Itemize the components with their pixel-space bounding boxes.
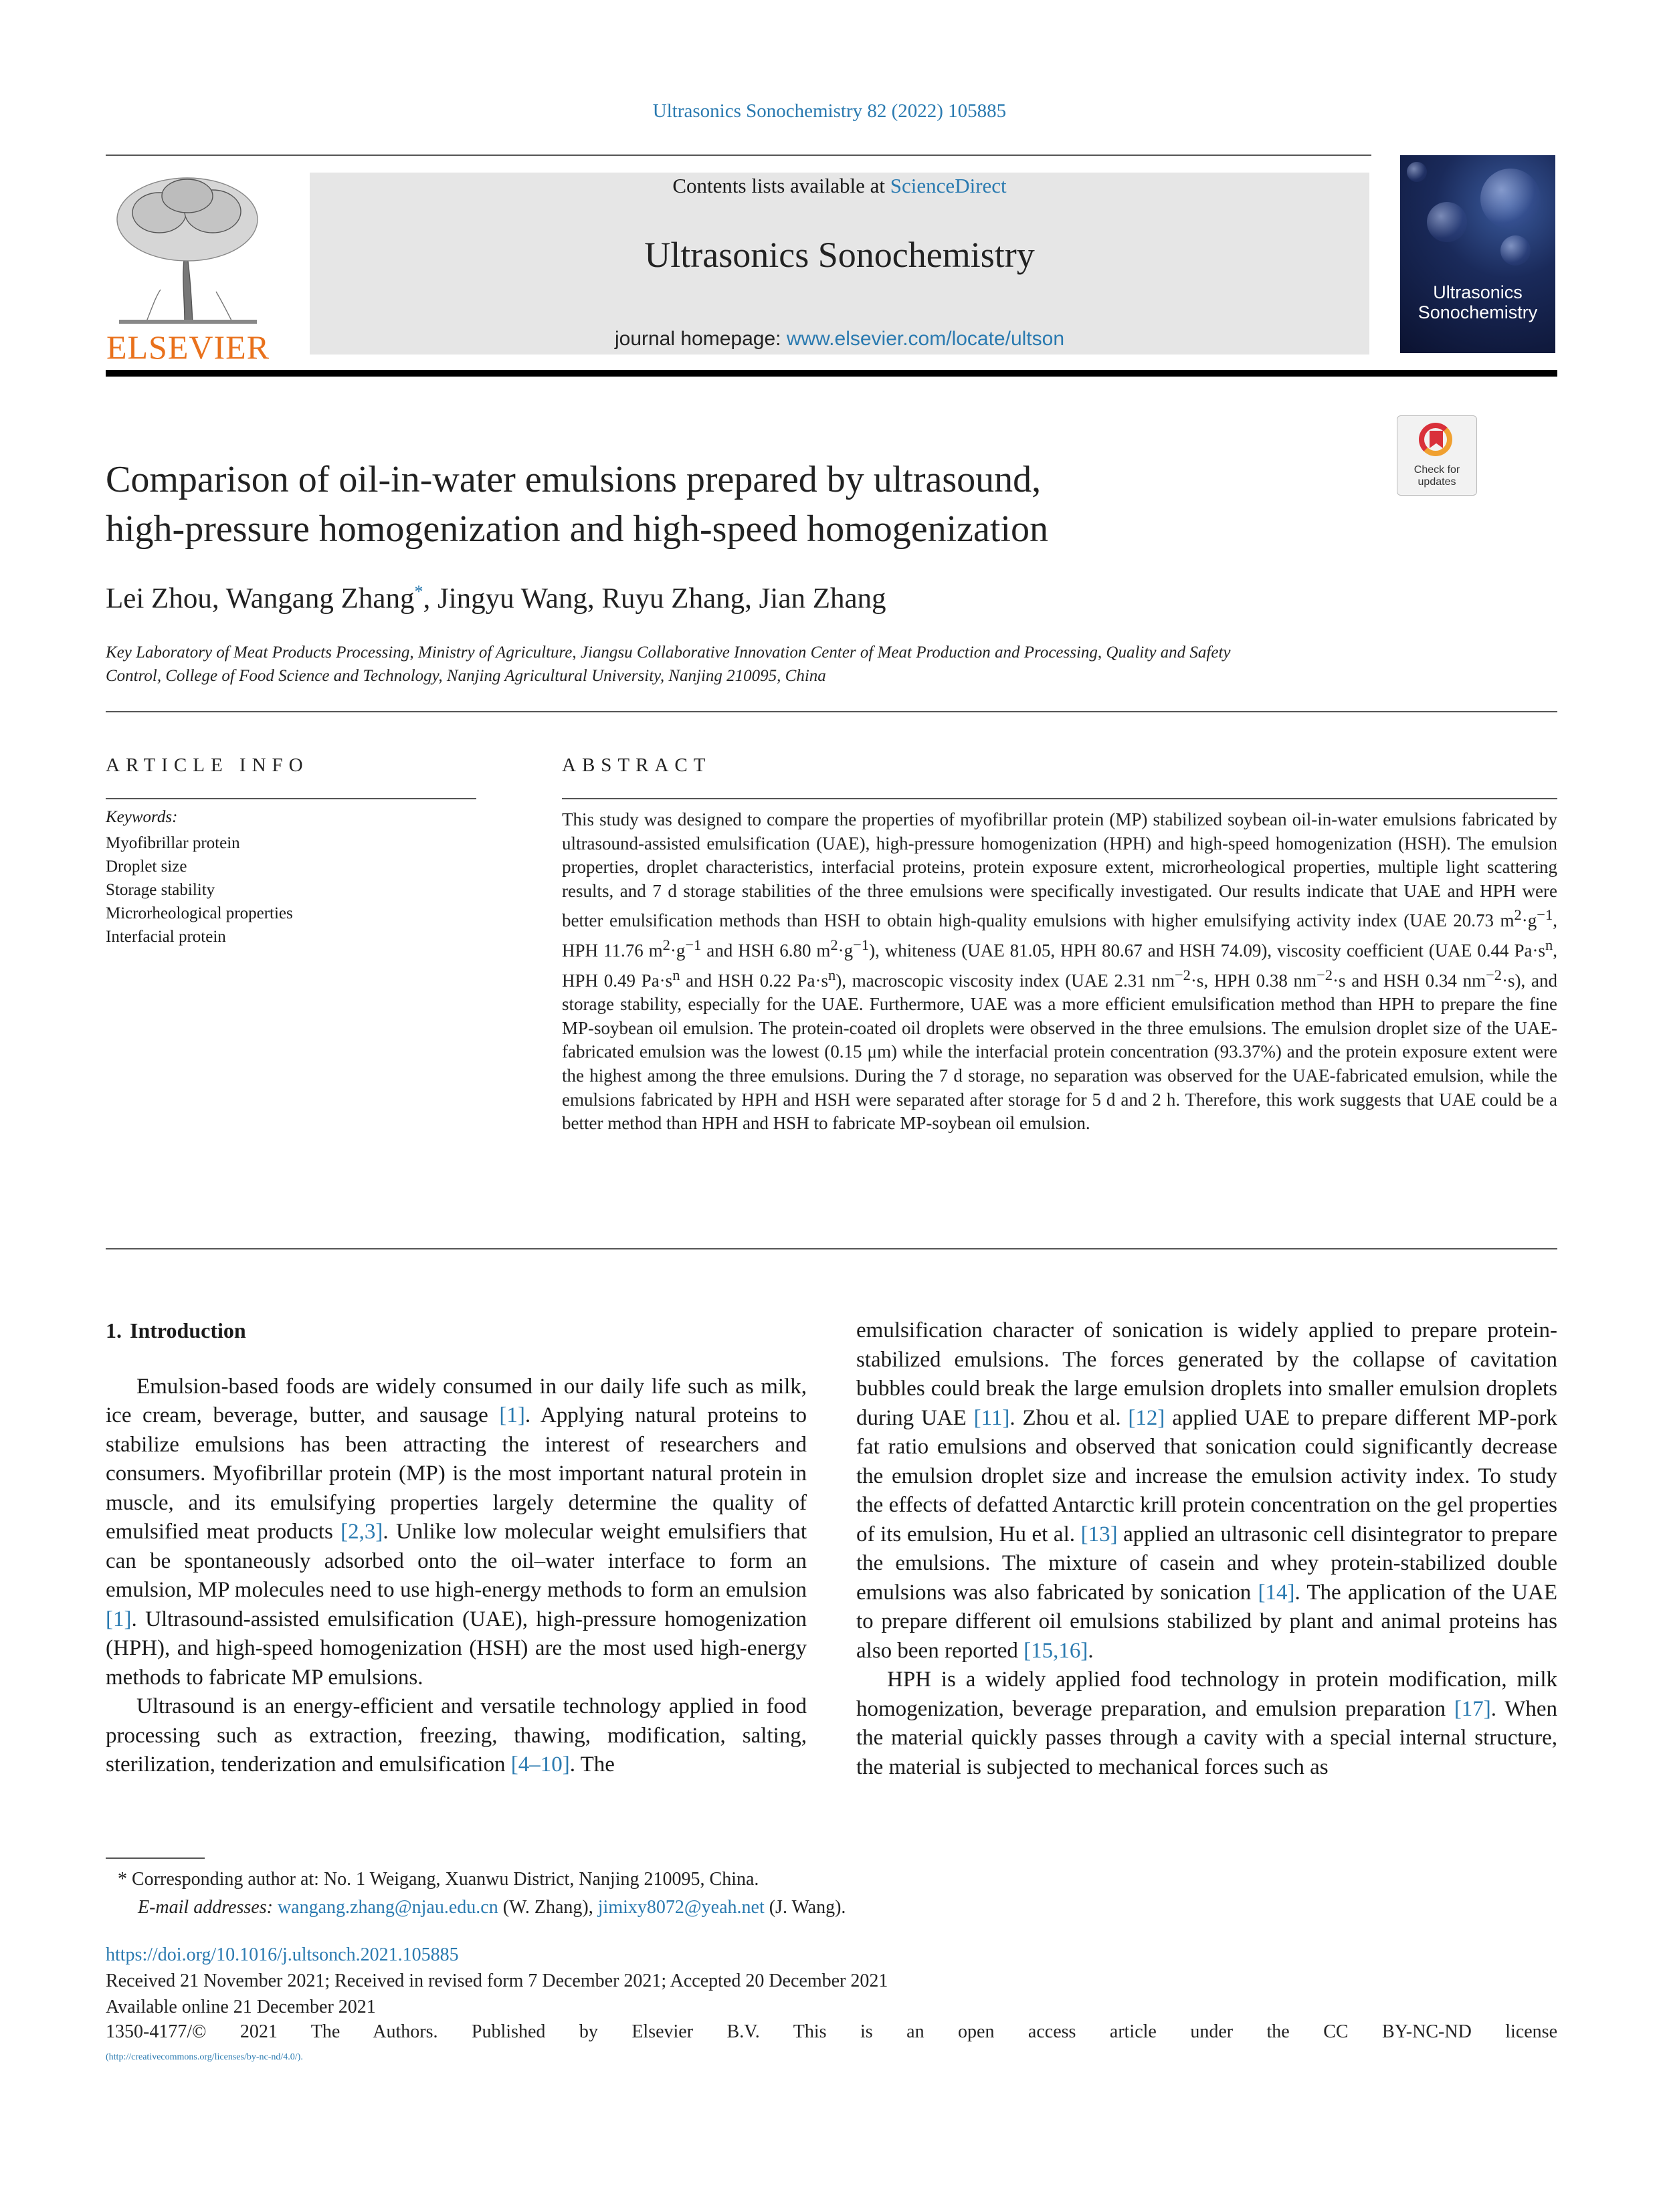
header-divider [106,155,1371,156]
citation-link[interactable]: [11] [973,1405,1010,1430]
cover-bubble [1480,169,1541,229]
keyword: Myofibrillar protein [106,834,240,852]
keywords-list [106,831,293,948]
journal-name: Ultrasonics Sonochemistry [644,235,1035,275]
contents-prefix: Contents lists available at [672,174,890,197]
check-for-updates-button[interactable] [1397,415,1477,496]
cover-bubble [1500,235,1531,266]
homepage-line [310,328,1369,350]
paragraph: emulsification character of sonication is widely applied to prepare protein-stabilized emulsions. The forces generated by the collapse of cavitation bubbles could break the large emulsion droplets into smaller emulsion droplets during UAE [11]. Zhou et al. [12] applied UAE to prepare different MP-pork fat ratio emulsions and observed that sonication could significantly decrease the emulsion droplet size and increase the emulsion activity index. To study the effects of defatted Antarctic krill protein concentration on the gel properties of its emulsion, Hu et al. [13] applied an ultrasonic cell disintegrator to prepare the emulsions. The mixture of casein and whey protein-stabilized double emulsions was also fabricated by sonication [14]. The application of the UAE to prepare different oil emulsions stabilized by plant and animal proteins has also been reported [15,16]. [856,1318,1557,1663]
divider [106,1248,1557,1249]
received-dates: Received 21 November 2021; Received in revised form 7 December 2021; Accepted 20 December 2021 [106,1971,888,1991]
corresponding-author-footnote: * Corresponding author at: No. 1 Weigang, Xuanwu District, Nanjing 210095, China. [118,1869,759,1890]
paragraph: Ultrasound is an energy-efficient and versatile technology applied in food processing such as extraction, freezing, thawing, modification, salting, sterilization, tenderization and emulsification [4–10]. The [106,1694,807,1777]
citation-link[interactable]: [15,16] [1023,1638,1088,1663]
cover-title: Ultrasonics Sonochemistry [1418,282,1538,322]
email-link[interactable]: wangang.zhang@njau.edu.cn [277,1897,498,1918]
article-title: Comparison of oil-in-water emulsions prepared by ultrasound, high-pressure homogenization and high-speed homogenization [106,459,1048,550]
keyword: Interfacial protein [106,928,226,946]
body-column-right [856,1316,1557,1782]
cover-bubble [1407,162,1427,182]
elsevier-tree-icon [106,173,270,326]
paragraph: HPH is a widely applied food technology in protein modification, milk homogenization, beverage preparation, and emulsion preparation [17]. When the material quickly passes through a cavity with a special internal structure, the material is subjected to mechanical forces such as [856,1668,1557,1779]
citation-link[interactable]: [13] [1080,1522,1118,1546]
header-thick-divider [106,370,1557,377]
divider [562,798,1557,799]
email-footnote: E-mail addresses: wangang.zhang@njau.edu.cn (W. Zhang), jimixy8072@yeah.net (J. Wang). [138,1897,846,1918]
footnote-divider [106,1857,205,1859]
body-column-left [106,1316,807,1780]
keyword: Storage stability [106,881,215,899]
author-name[interactable]: Wangang Zhang [225,583,415,615]
journal-homepage-link[interactable]: www.elsevier.com/locate/ultson [786,328,1065,350]
email-link[interactable]: jimixy8072@yeah.net [597,1897,765,1918]
abstract-text: This study was designed to compare the properties of myofibrillar protein (MP) stabilized soybean oil-in-water emulsions fabricated by ultrasound-assisted emulsification (UAE), high-pressure homogenization (HPH) and high-speed homogenization (HSH). The emulsion properties, droplet characteristics, interfacial proteins, protein exposure extent, microrheological properties, multiple light scattering results, and 7 d storage stabilities of the three emulsions were specifically investigated. Our results indicate that UAE and HPH were better emulsification methods than HSH to obtain high-quality emulsions with higher emulsifying activity index (UAE 20.73 $m^2\cdot g^{-1}$, HPH 11.76 $m^2\cdot g^{-1}$ and HSH 6.80 $m^2\cdot g^{-1}$), whiteness (UAE 81.05, HPH 80.67 and HSH 74.09), viscosity coefficient (UAE 0.44 $Pa\cdot s^n$, HPH 0.49 $Pa\cdot s^n$ and HSH 0.22 $Pa\cdot s^n$), macroscopic viscosity index (UAE 2.31 $nm^{-2}\cdot s$, HPH 0.38 $nm^{-2}\cdot s$ and HSH 0.34 $nm^{-2}\cdot s$), and storage stability, especially for the UAE. Furthermore, UAE was a more efficient emulsification method than HPH to prepare the fine MP-soybean oil emulsion. The protein-coated oil droplets were observed in the three emulsions. The emulsion droplet size of the UAE-fabricated emulsion was the lowest (0.15 μm) while the interfacial protein concentration (93.37%) and the protein exposure extent were the highest among the three emulsions. During the 7 d storage, no separation was observed for the UAE-fabricated emulsion, while the emulsions fabricated by HPH and HSH were separated after storage for 5 d and 2 h. Therefore, this work suggests that UAE could be a better method than HPH and HSH to fabricate MP-soybean oil emulsion. [562,809,1558,1134]
author-name[interactable]: Jian Zhang [759,583,886,615]
publisher-logo-text: ELSEVIER [106,328,270,366]
doi-link[interactable]: https://doi.org/10.1016/j.ultsonch.2021.105885 [106,1944,459,1965]
homepage-prefix: journal homepage: [614,328,787,350]
author-name[interactable]: Lei Zhou [106,583,212,615]
author-list: Lei Zhou, Wangang Zhang*, Jingyu Wang, Ruyu Zhang, Jian Zhang [106,582,886,615]
email-label: E-mail addresses: [138,1897,278,1918]
citation-link[interactable]: [4–10] [510,1752,570,1777]
affiliation: Key Laboratory of Meat Products Processing, Ministry of Agriculture, Jiangsu Collaborative Innovation Center of Meat Production and Processing, Quality and Safety Control, College of Food Science and Technology, Nanjing Agricultural University, Nanjing 210095, China [106,643,1231,685]
citation-link[interactable]: [14] [1258,1580,1295,1605]
masthead [310,173,1369,355]
corresponding-author-mark[interactable]: * [414,582,423,601]
sciencedirect-link[interactable]: ScienceDirect [890,174,1007,197]
check-updates-label: Check for updates [1413,464,1460,488]
journal-cover[interactable] [1400,155,1555,353]
license-link[interactable]: (http://creativecommons.org/licenses/by-nc-nd/4.0/). [106,2052,303,2062]
citation-link[interactable]: [1] [499,1403,525,1427]
divider [106,798,476,799]
keywords-label: Keywords: [106,808,178,826]
article-info-heading: ARTICLE INFO [106,755,309,776]
abstract-heading: ABSTRACT [562,755,712,776]
journal-reference-link[interactable]: Ultrasonics Sonochemistry 82 (2022) 105885 [652,100,1007,122]
author-name[interactable]: Jingyu Wang [437,583,587,615]
available-online-date: Available online 21 December 2021 [106,1997,376,2017]
section-heading: 1. Introduction [106,1318,246,1342]
paragraph: Emulsion-based foods are widely consumed in our daily life such as milk, ice cream, beverage, butter, and sausage [1]. Applying natural proteins to stabilize emulsions has been attracting the interest of researchers and consumers. Myofibrillar protein (MP) is the most important natural protein in muscle, and its emulsifying properties largely determine the quality of emulsified meat products [2,3]. Unlike low molecular weight emulsifiers that can be spontaneously adsorbed onto the oil–water interface to form an emulsion, MP molecules need to use high-energy methods to form an emulsion [1]. Ultrasound-assisted emulsification (UAE), high-pressure homogenization (HPH), and high-speed homogenization (HSH) are the most used high-energy methods to fabricate MP emulsions. [106,1374,807,1690]
elsevier-logo[interactable] [106,173,270,366]
keyword: Droplet size [106,858,187,876]
citation-link[interactable]: [12] [1128,1405,1165,1430]
citation-link[interactable]: [17] [1454,1696,1491,1721]
contents-line [310,173,1369,198]
citation-link[interactable]: [1] [106,1607,132,1631]
author-name[interactable]: Ruyu Zhang [601,583,745,615]
license-statement: 1350-4177/© 2021 The Authors. Published by Elsevier B.V. This is an open access article under the CC BY-NC-ND license [106,2021,1557,2042]
citation-link[interactable]: [2,3] [340,1520,383,1544]
cover-bubble [1427,202,1467,242]
keyword: Microrheological properties [106,904,293,922]
divider [106,711,1557,712]
